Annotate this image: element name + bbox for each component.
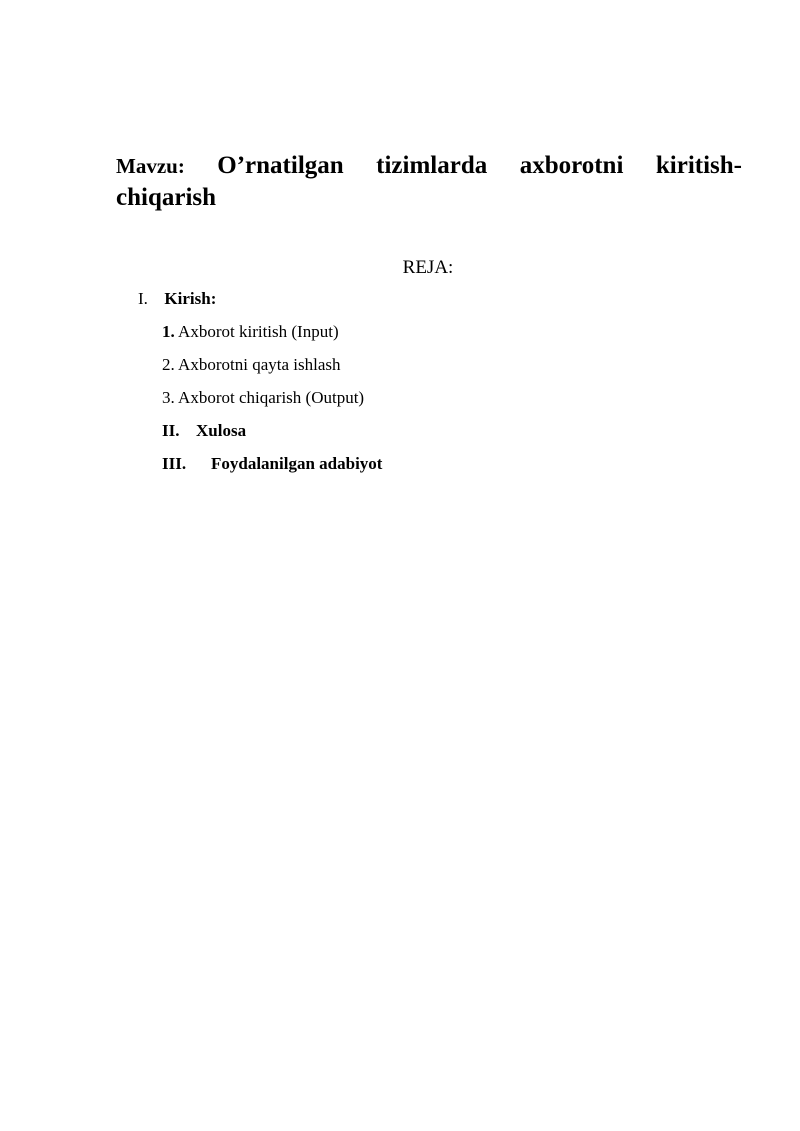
section-numeral: I. (138, 289, 148, 308)
section-title: Xulosa (196, 421, 247, 440)
plan-item-text: Axborot kiritish (Input) (174, 322, 339, 341)
plan-section-references (162, 453, 382, 475)
plan-item-text: Axborotni qayta ishlash (174, 355, 341, 374)
topic-word: kiritish- (655, 152, 742, 179)
topic-word: tizimlarda (376, 152, 488, 179)
section-numeral: III. (162, 454, 187, 473)
topic-word: axborotni (519, 152, 624, 179)
topic-label: Mavzu: (116, 154, 185, 178)
section-title: Foydalanilgan adabiyot (211, 454, 383, 473)
plan-item (162, 387, 364, 409)
plan-item-number: 2. (162, 355, 175, 374)
plan-item (162, 321, 339, 343)
plan-item (162, 354, 340, 376)
plan-section-intro (138, 288, 216, 310)
plan-section-conclusion (162, 420, 246, 442)
plan-item-number: 3. (162, 388, 175, 407)
plan-heading: REJA: (402, 257, 454, 278)
section-numeral: II. (162, 421, 180, 440)
topic-title (116, 150, 742, 213)
topic-title-line-1 (116, 150, 742, 182)
plan-item-text: Axborot chiqarish (Output) (174, 388, 365, 407)
topic-title-line-2: chiqarish (116, 184, 217, 211)
topic-word: O’rnatilgan (217, 152, 344, 179)
plan-item-number: 1. (162, 322, 175, 341)
section-title: Kirish: (164, 289, 217, 308)
